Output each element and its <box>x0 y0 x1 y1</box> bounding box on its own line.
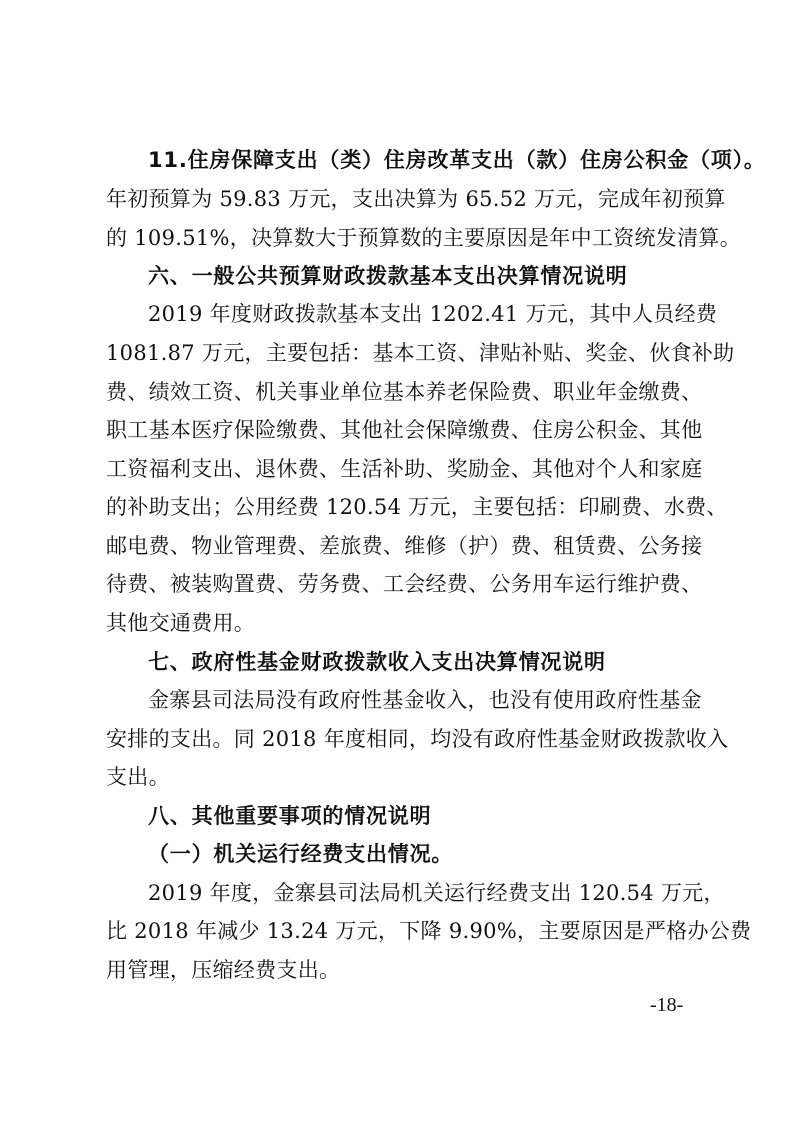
section-6-heading: 六、一般公共预算财政拨款基本支出决算情况说明 <box>148 264 628 288</box>
body-text-line: 工资福利支出、退休费、生活补助、奖励金、其他对个人和家庭 <box>106 457 703 481</box>
body-text-line: 的补助支出；公用经费 120.54 万元，主要包括：印刷费、水费、 <box>106 495 728 519</box>
body-text-line: 用管理，压缩经费支出。 <box>106 958 341 982</box>
body-text-line: 2019 年度财政拨款基本支出 1202.41 万元，其中人员经费 <box>148 302 718 326</box>
page-number: -18- <box>650 994 684 1016</box>
body-text-line: 年初预算为 59.83 万元，支出决算为 65.52 万元，完成年初预算 <box>106 187 726 211</box>
section-8-heading: 八、其他重要事项的情况说明 <box>148 804 432 828</box>
body-text-line: 费、绩效工资、机关事业单位基本养老保险费、职业年金缴费、 <box>106 380 703 404</box>
body-text-line: 职工基本医疗保险缴费、其他社会保障缴费、住房公积金、其他 <box>106 418 703 442</box>
body-text-line: 安排的支出。同 2018 年度相同，均没有政府性基金财政拨款收入 <box>106 727 729 751</box>
body-text-line: 比 2018 年减少 13.24 万元，下降 9.90%，主要原因是严格办公费 <box>106 919 752 943</box>
subsection-1-heading: （一）机关运行经费支出情况。 <box>148 842 454 866</box>
body-text-line: 待费、被装购置费、劳务费、工会经费、公务用车运行维护费、 <box>106 572 703 596</box>
body-text-line: 支出。 <box>106 765 170 789</box>
body-text-line: 1081.87 万元，主要包括：基本工资、津贴补贴、奖金、伙食补助 <box>106 341 735 365</box>
body-text-line: 邮电费、物业管理费、差旅费、维修（护）费、租赁费、公务接 <box>106 534 703 558</box>
section-11-heading: 11.住房保障支出（类）住房改革支出（款）住房公积金（项）。 <box>148 148 766 172</box>
body-text-line: 的 109.51%，决算数大于预算数的主要原因是年中工资统发清算。 <box>106 226 742 250</box>
body-text-line: 2019 年度，金寨县司法局机关运行经费支出 120.54 万元， <box>148 881 725 905</box>
body-text-line: 其他交通费用。 <box>106 611 256 635</box>
body-text-line: 金寨县司法局没有政府性基金收入，也没有使用政府性基金 <box>148 688 702 712</box>
section-7-heading: 七、政府性基金财政拨款收入支出决算情况说明 <box>148 650 606 674</box>
